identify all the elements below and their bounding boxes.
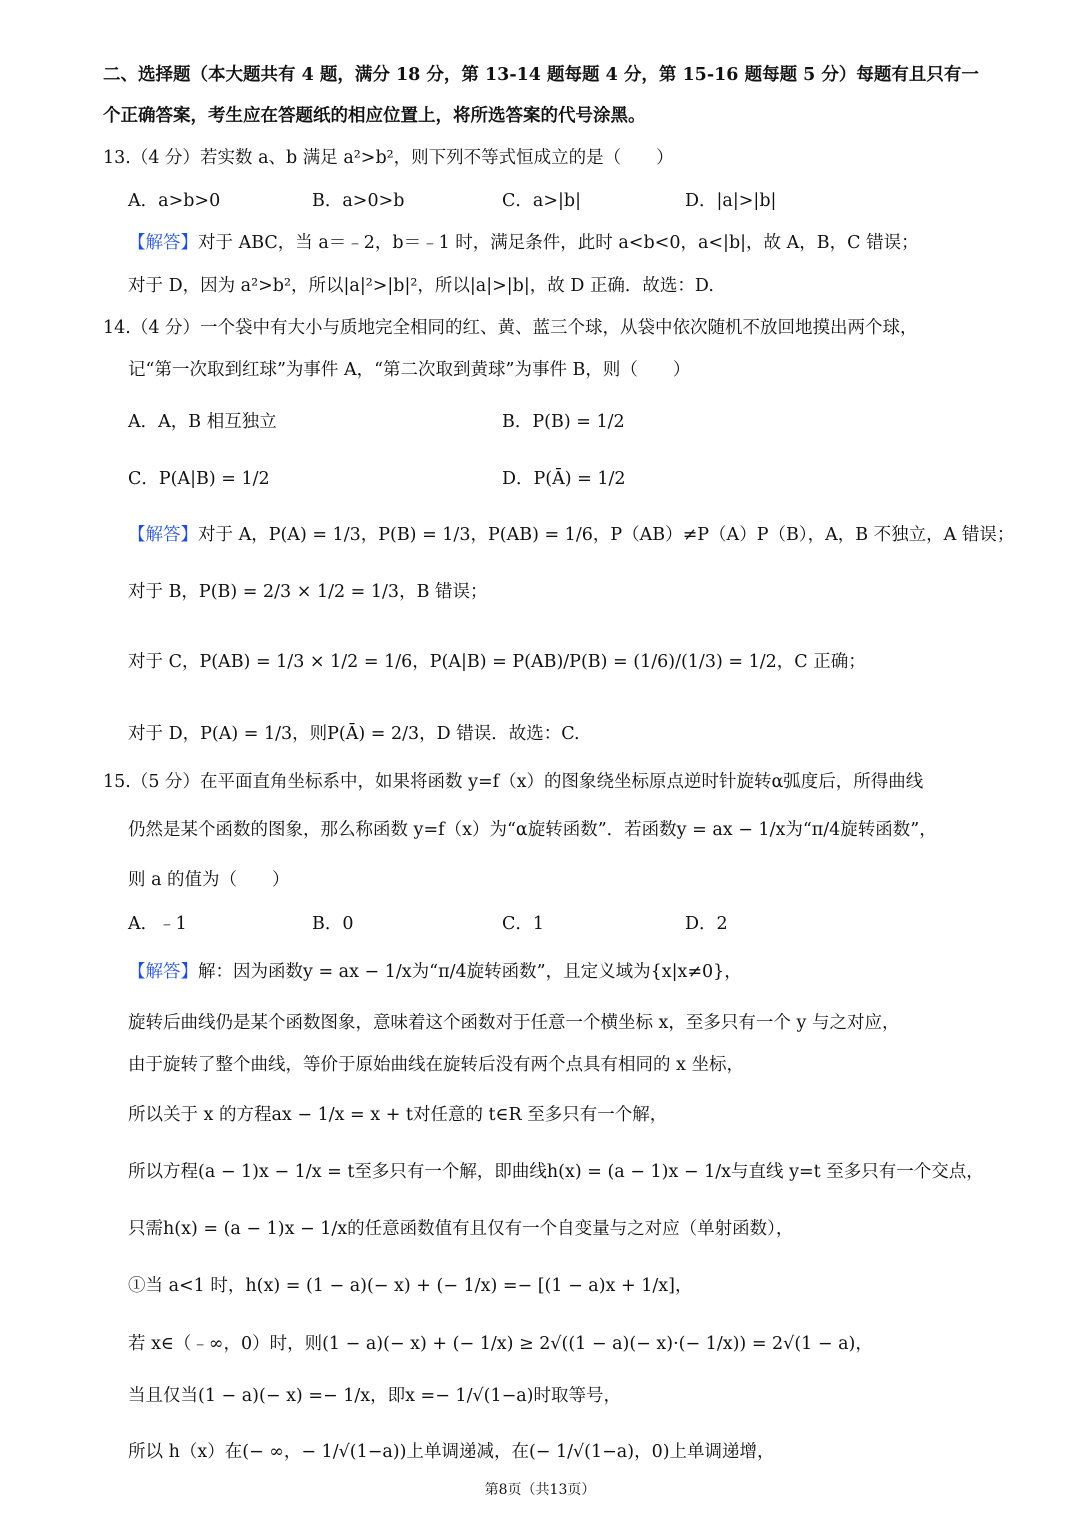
q14-answer-line-b: 对于 B，P(B) = 2/3 × 1/2 = 1/3，B 错误； <box>128 582 488 602</box>
q13-option-c: C．a>|b| <box>502 191 581 211</box>
q13-stem: 13.（4 分）若实数 a、b 满足 a²>b²，则下列不等式恒成立的是（ ） <box>103 148 674 168</box>
q15-answer-line-6: 只需h(x) = (a − 1)x − 1/x的任意函数值有且仅有一个自变量与之对应（单射函数）， <box>128 1219 794 1239</box>
q13-answer-line-1 <box>128 231 919 255</box>
q15-option-a: A．﹣1 <box>128 914 187 934</box>
q14-stem-line-2: 记“第一次取到红球”为事件 A，“第二次取到黄球”为事件 B，则（ ） <box>128 360 691 380</box>
q15-option-b: B．0 <box>312 914 354 934</box>
q13-option-a: A．a>b>0 <box>128 191 221 211</box>
q13-answer-line-2: 对于 D，因为 a²>b²，所以|a|²>|b|²，所以|a|>|b|，故 D 正确．故选：D. <box>128 276 714 296</box>
q15-answer-line-3: 由于旋转了整个曲线，等价于原始曲线在旋转后没有两个点具有相同的 x 坐标， <box>128 1055 744 1075</box>
answer-label: 【解答】 <box>128 962 198 982</box>
q15-answer-line-5: 所以方程(a − 1)x − 1/x = t至多只有一个解，即曲线h(x) = (a − 1)x − 1/x与直线 y=t 至多只有一个交点， <box>128 1162 984 1182</box>
q14-option-d: D．P(Ā) = 1/2 <box>502 469 626 489</box>
q15-stem-line-2: 仍然是某个函数的图象，那么称函数 y=f（x）为“α旋转函数”．若函数y = ax − 1/x为“π/4旋转函数”， <box>128 820 937 840</box>
answer-label: 【解答】 <box>128 233 198 253</box>
q14-answer-text-a: 对于 A，P(A) = 1/3，P(B) = 1/3，P(AB) = 1/6，P（AB）≠P（A）P（B），A，B 不独立，A 错误； <box>198 525 1015 545</box>
q14-option-b: B．P(B) = 1/2 <box>502 412 625 432</box>
q15-answer-line-1 <box>128 960 742 984</box>
q15-option-d: D．2 <box>685 914 728 934</box>
q14-answer-line-d: 对于 D，P(A) = 1/3，则P(Ā) = 2/3，D 错误．故选：C. <box>128 724 580 744</box>
answer-label: 【解答】 <box>128 525 198 545</box>
q15-option-c: C．1 <box>502 914 545 934</box>
q15-answer-line-8: 若 x∈（﹣∞，0）时，则(1 − a)(− x) + (− 1/x) ≥ 2√((1 − a)(− x)·(− 1/x)) = 2√(1 − a)， <box>128 1334 873 1354</box>
q14-option-a: A．A，B 相互独立 <box>128 412 277 432</box>
q15-answer-line-4: 所以关于 x 的方程ax − 1/x = x + t对任意的 t∈R 至多只有一个解， <box>128 1105 668 1125</box>
q14-stem-line-1: 14.（4 分）一个袋中有大小与质地完全相同的红、黄、蓝三个球，从袋中依次随机不放回地摸出两个球， <box>103 318 918 338</box>
q14-option-c: C．P(A|B) = 1/2 <box>128 469 270 489</box>
section-heading-line-2: 个正确答案，考生应在答题纸的相应位置上，将所选答案的代号涂黑。 <box>103 106 646 126</box>
section-heading-line-1: 二、选择题（本大题共有 4 题，满分 18 分，第 13-14 题每题 4 分，第 15-16 题每题 5 分）每题有且只有一 <box>103 65 979 85</box>
q13-answer-text-1: 对于 ABC，当 a＝﹣2，b＝﹣1 时，满足条件，此时 a<b<0，a<|b|，故 A，B，C 错误； <box>198 233 919 253</box>
q15-answer-text-1: 解：因为函数y = ax − 1/x为“π/4旋转函数”，且定义域为{x|x≠0}， <box>198 962 742 982</box>
q15-answer-line-9: 当且仅当(1 − a)(− x) =− 1/x，即x =− 1/√(1−a)时取等号， <box>128 1386 621 1406</box>
q13-option-b: B．a>0>b <box>312 191 405 211</box>
q13-option-d: D．|a|>|b| <box>685 191 777 211</box>
page-footer: 第8页（共13页） <box>484 1482 596 1498</box>
q14-answer-line-a <box>128 523 1014 547</box>
q15-answer-line-7: ①当 a<1 时，h(x) = (1 − a)(− x) + (− 1/x) =− [(1 − a)x + 1/x]， <box>128 1276 693 1296</box>
q14-answer-line-c: 对于 C，P(AB) = 1/3 × 1/2 = 1/6，P(A|B) = P(AB)/P(B) = (1/6)/(1/3) = 1/2，C 正确； <box>128 652 866 672</box>
q15-answer-line-2: 旋转后曲线仍是某个函数图象，意味着这个函数对于任意一个横坐标 x，至多只有一个 y 与之对应， <box>128 1013 900 1033</box>
q15-stem-line-3: 则 a 的值为（ ） <box>128 870 290 890</box>
q15-stem-line-1: 15.（5 分）在平面直角坐标系中，如果将函数 y=f（x）的图象绕坐标原点逆时针旋转α弧度后，所得曲线 <box>103 772 924 792</box>
q15-answer-line-10: 所以 h（x）在(− ∞，− 1/√(1−a))上单调递减，在(− 1/√(1−a)，0)上单调递增， <box>128 1442 775 1462</box>
